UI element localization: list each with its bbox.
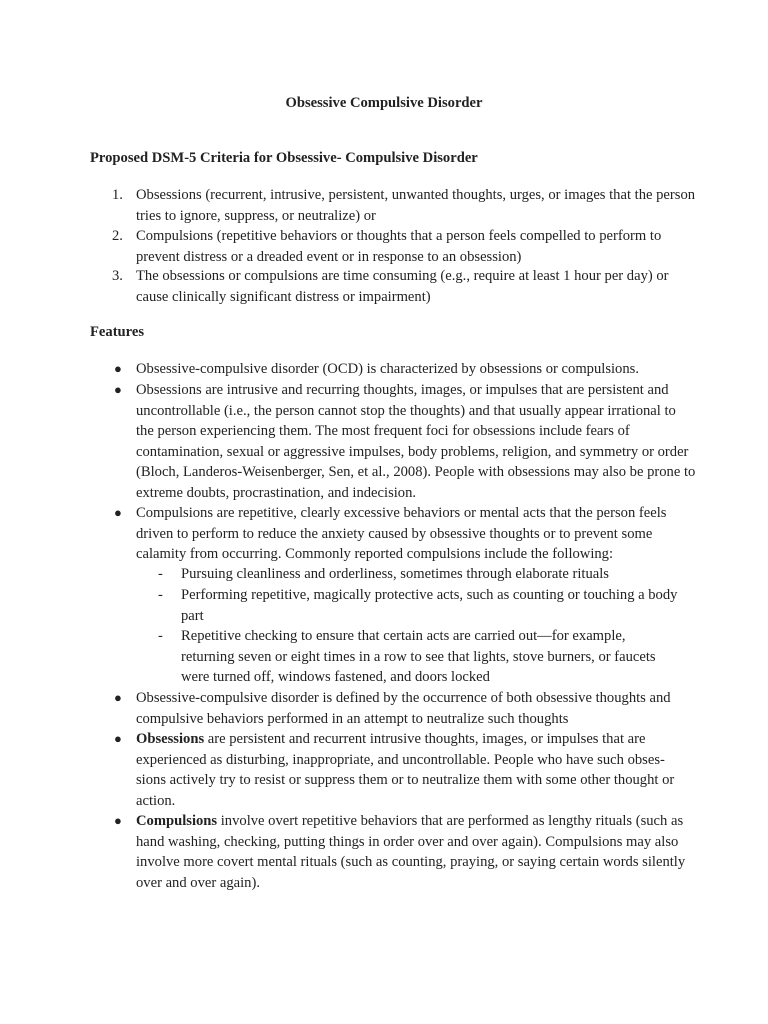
feature-item <box>114 688 696 729</box>
dash-icon: - <box>158 566 163 582</box>
page-title: Obsessive Compulsive Disorder <box>285 95 483 111</box>
bullet-icon: ● <box>114 813 122 828</box>
bullet-icon: ● <box>114 361 122 376</box>
term-compulsions: Compulsions <box>136 813 218 829</box>
dash-icon: - <box>158 587 163 603</box>
example-text: Pursuing cleanliness and orderliness, sometimes through elaborate rituals <box>181 566 609 582</box>
dash-icon: - <box>158 628 163 644</box>
list-number: 2. <box>112 228 123 244</box>
example-text: Performing repetitive, magically protective acts, such as counting or touching a body part <box>181 587 678 624</box>
feature-item <box>114 503 696 565</box>
criteria-item <box>112 185 696 226</box>
example-item <box>158 585 681 626</box>
criteria-item <box>112 266 696 307</box>
feature-text: Obsessive-compulsive disorder (OCD) is characterized by obsessions or compulsions. <box>136 361 639 377</box>
criteria-item <box>112 226 696 267</box>
criteria-text: Obsessions (recurrent, intrusive, persistent, unwanted thoughts, urges, or images that the person tries to ignore, suppress, or neutralize) or <box>136 187 696 224</box>
example-item <box>158 564 681 585</box>
feature-text: involve overt repetitive behaviors that are performed as lengthy rituals (such as hand washing, checking, putting things in order over and over again). Compulsions may also involve more covert mental rituals (such as counting, praying, or saying certain words silently over and over again). <box>136 813 686 891</box>
example-item <box>158 626 681 688</box>
feature-text: Obsessive-compulsive disorder is defined by the occurrence of both obsessive thoughts and compulsive behaviors performed in an attempt to neutralize such thoughts <box>136 690 671 727</box>
feature-item <box>114 359 696 380</box>
feature-text: are persistent and recurrent intrusive thoughts, images, or impulses that are experienced as disturbing, inappropriate, and uncontrollable. People who have such obses- sions actively try to resist or suppress them or to neutralize them with some other thought or action. <box>136 731 675 809</box>
list-number: 3. <box>112 268 123 284</box>
feature-text: Obsessions are intrusive and recurring thoughts, images, or impulses that are persistent and uncontrollable (i.e., the person cannot stop the thoughts) and that usually appear irrational to the person experiencing them. The most frequent foci for obsessions include fears of contamination, sexual or aggressive impulses, body problems, religion, and symmetry or order (Bloch, Landeros-Weisenberger, Sen, et al., 2008). People with obsessions may also be prone to extreme doubts, procrastination, and indecision. <box>136 382 696 501</box>
example-text: Repetitive checking to ensure that certain acts are carried out—for example, returning seven or eight times in a row to see that lights, stove burners, or faucets were turned off, windows fastened, and doors locked <box>181 628 656 685</box>
bullet-icon: ● <box>114 731 122 746</box>
bullet-icon: ● <box>114 382 122 397</box>
bullet-icon: ● <box>114 690 122 705</box>
criteria-text: Compulsions (repetitive behaviors or thoughts that a person feels compelled to perform to prevent distress or a dreaded event or in response to an obsession) <box>136 228 662 265</box>
term-obsessions: Obsessions <box>136 731 205 747</box>
criteria-heading: Proposed DSM-5 Criteria for Obsessive- Compulsive Disorder <box>90 150 478 166</box>
feature-item <box>114 729 696 811</box>
feature-text: Compulsions are repetitive, clearly excessive behaviors or mental acts that the person feels driven to perform to reduce the anxiety caused by obsessive thoughts or to prevent some calamity from occurring. Commonly reported compulsions include the following: <box>136 505 667 562</box>
list-number: 1. <box>112 187 123 203</box>
features-heading: Features <box>90 324 145 340</box>
criteria-text: The obsessions or compulsions are time consuming (e.g., require at least 1 hour per day) or cause clinically significant distress or impairment) <box>136 268 669 305</box>
bullet-icon: ● <box>114 505 122 520</box>
feature-item <box>114 811 696 893</box>
feature-item <box>114 380 696 503</box>
